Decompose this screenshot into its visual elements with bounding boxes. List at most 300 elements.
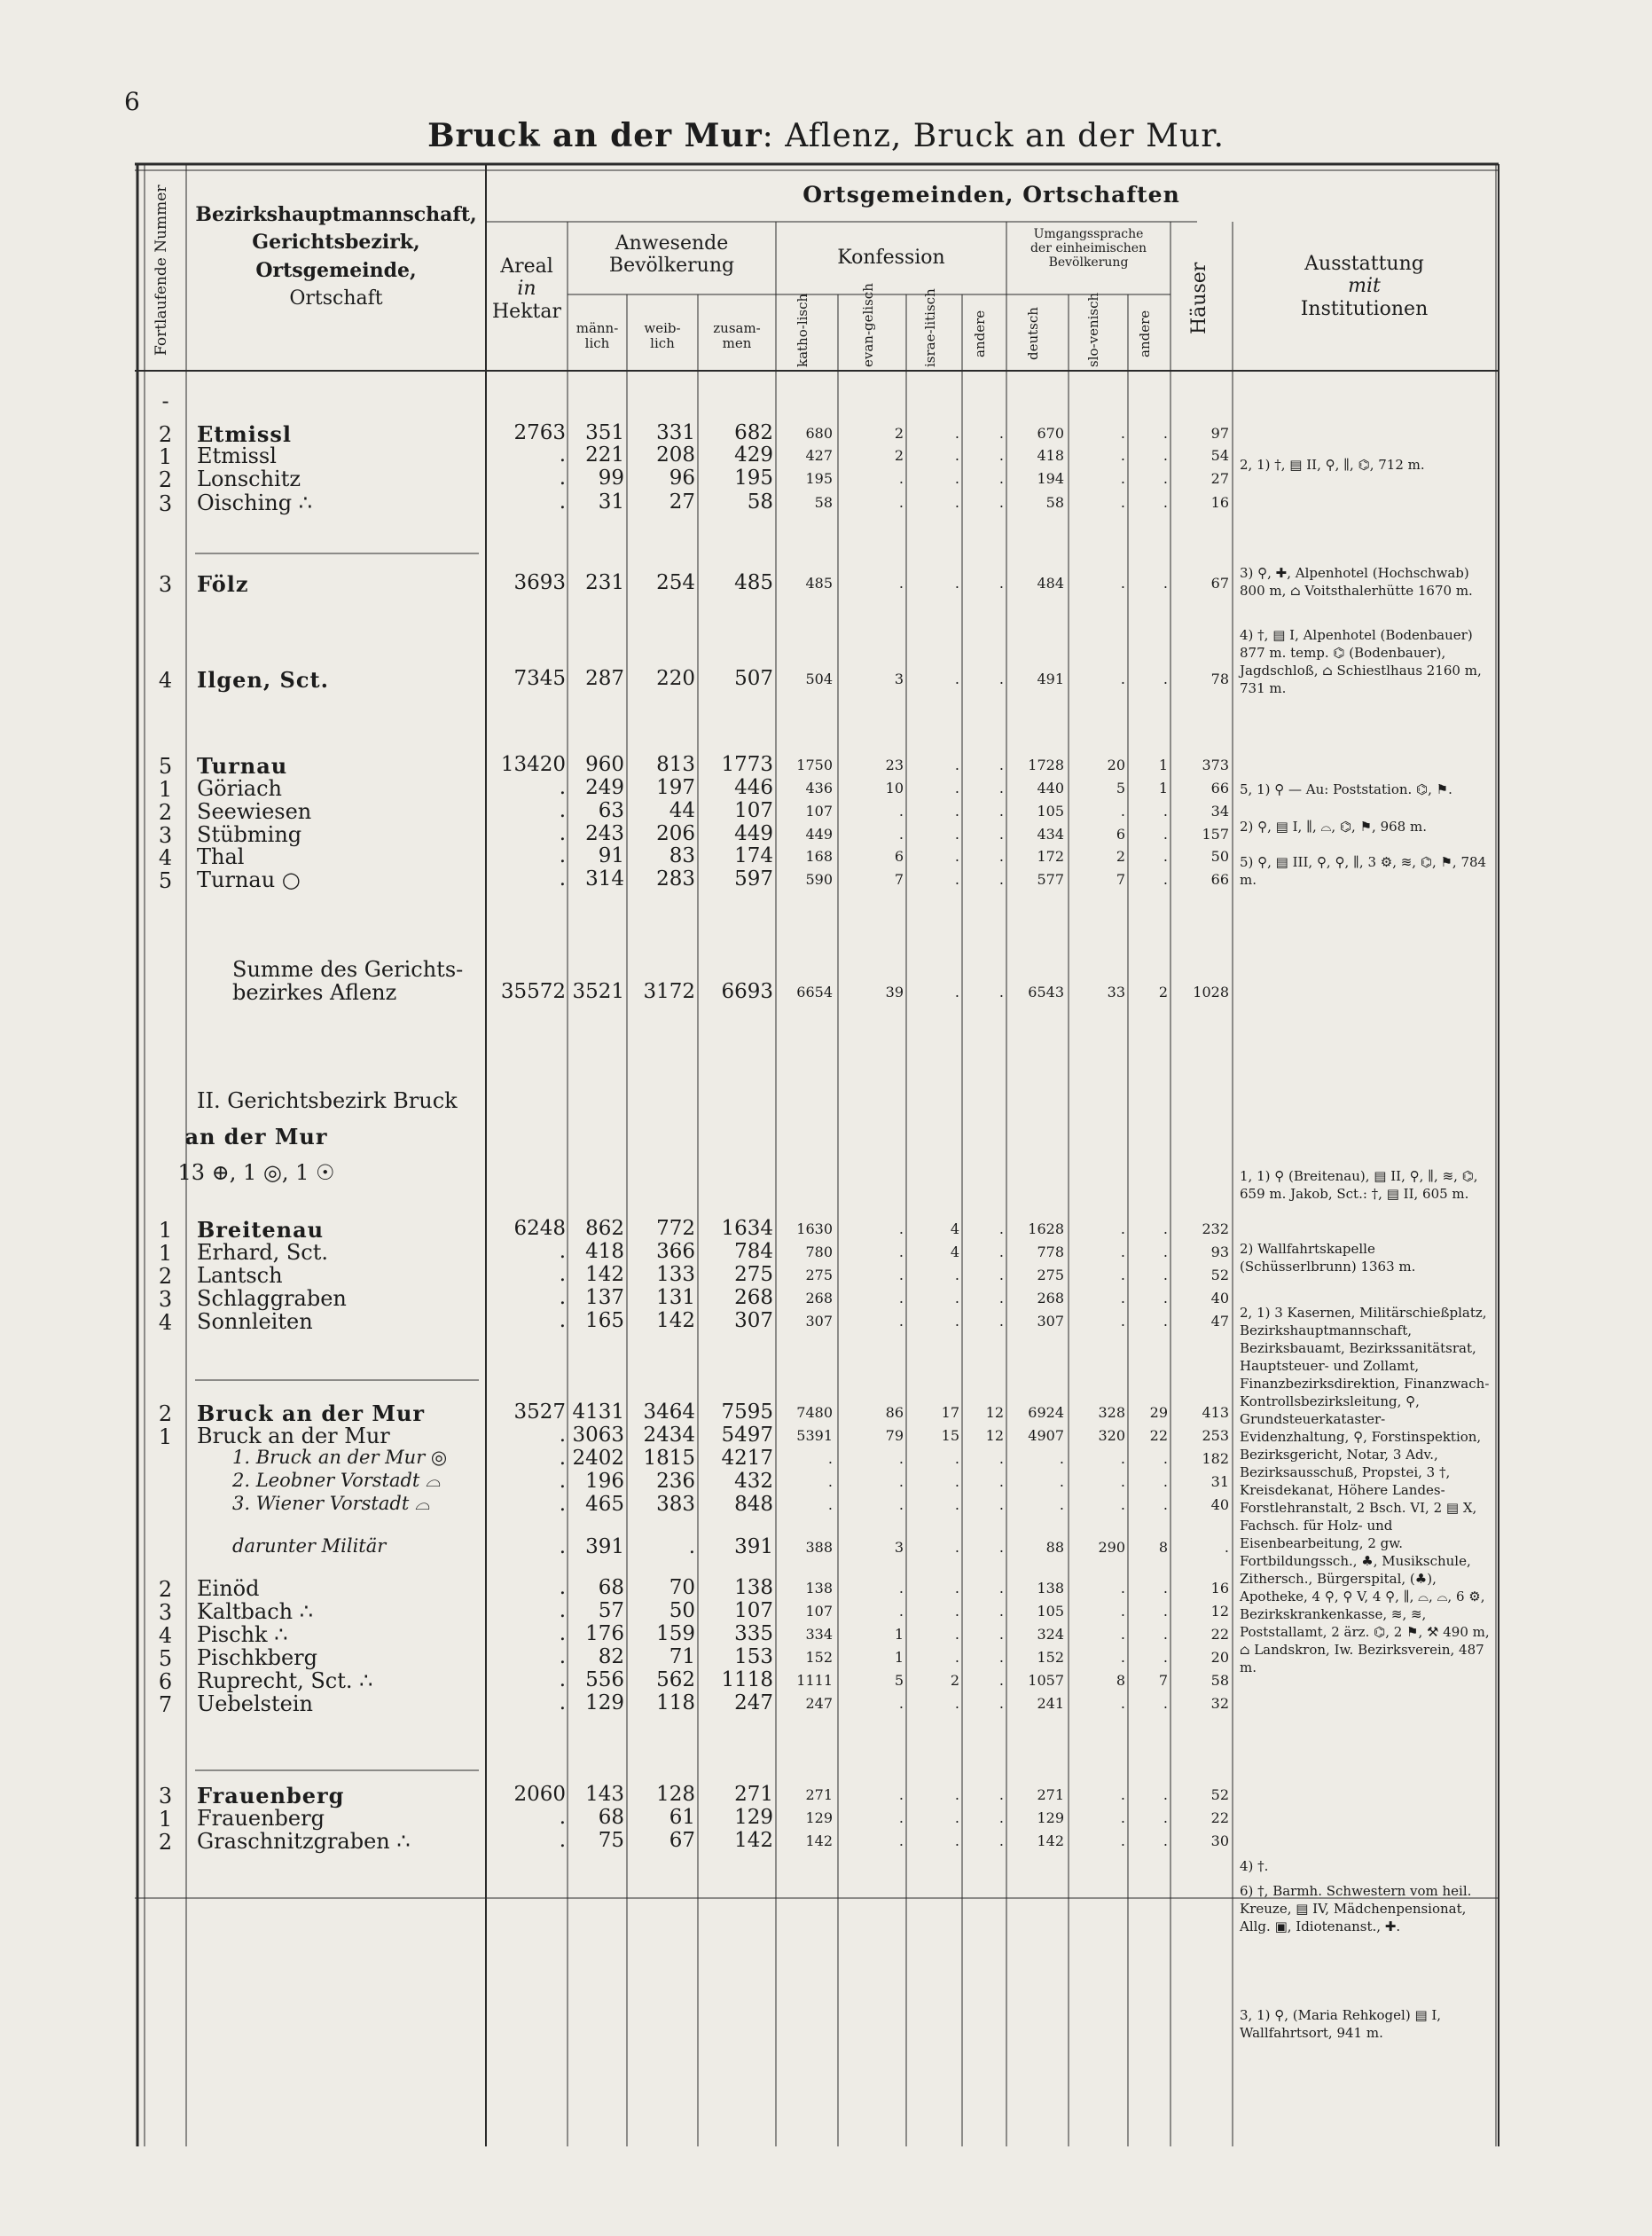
cell-isr: . [954,1626,959,1643]
cell-kath: 680 [805,425,833,442]
cell-and: . [998,780,1004,796]
cell-w: 383 [656,1493,695,1516]
row-index: - [161,388,169,413]
cell-isr: . [954,826,959,843]
row-name: Kaltbach ∴ [197,1599,314,1624]
cell-and2: . [1163,425,1168,442]
bezirk-line-3: Ortsgemeinde, [255,258,417,282]
cell-z: 432 [734,1470,773,1493]
cell-deu: 440 [1037,780,1064,796]
cell-z: 7595 [721,1400,773,1424]
cell-and: . [998,984,1004,1000]
cell-areal: . [559,1240,566,1263]
cell-h: 31 [1210,1473,1229,1490]
cell-h: 22 [1210,1626,1229,1643]
cell-and: . [998,1267,1004,1283]
row-index: 1 [158,1807,173,1832]
areal-line-2: in [517,278,536,301]
cell-z: 247 [734,1691,773,1714]
row-index: 3 [158,1600,173,1625]
cell-areal: . [559,776,566,799]
cell-deu: 58 [1045,494,1064,511]
cell-m: 91 [598,844,624,867]
cell-evan: . [898,470,904,487]
cell-h: 52 [1210,1267,1229,1283]
cell-deu: 6924 [1028,1404,1064,1421]
cell-z: 107 [734,799,773,822]
cell-and: . [998,1450,1004,1467]
cell-and: . [998,1220,1004,1237]
areal-line-3: Hektar [491,300,561,323]
cell-areal: . [559,1493,566,1516]
cell-and: . [998,1580,1004,1597]
cell-h: 27 [1210,470,1229,487]
row-index: 1 [158,777,173,802]
umgang-line-2: der einheimischen [1030,241,1147,256]
row-index: 1 [158,1241,173,1266]
row-name: Schlaggraben [197,1286,347,1311]
cell-areal: . [559,1691,566,1714]
cell-h: 182 [1202,1450,1229,1467]
cell-w: 44 [669,799,695,822]
ausstattung-line-1: Ausstattung [1304,253,1424,275]
cell-z: 138 [734,1576,773,1599]
row-name: Turnau ○ [197,867,301,892]
row-index: 2 [158,1830,173,1855]
row-index: 2 [158,1401,173,1426]
cell-h: 32 [1210,1695,1229,1712]
cell-and2: . [1163,1786,1168,1803]
cell-areal: . [559,1424,566,1447]
cell-z: 507 [734,667,773,690]
cell-z: 682 [734,421,773,444]
cell-h: 40 [1210,1496,1229,1513]
cell-and2: . [1163,1290,1168,1306]
col-header-haeuser: Häuser [1188,262,1210,334]
cell-and2: . [1163,848,1168,865]
cell-z: 275 [734,1263,773,1286]
cell-h: 157 [1202,826,1229,843]
cell-z: 597 [734,867,773,890]
cell-evan: 6 [894,848,904,865]
cell-areal: 13420 [500,753,566,776]
cell-m: 57 [598,1599,624,1622]
cell-m: 31 [598,490,624,514]
cell-m: 143 [585,1783,624,1806]
cell-isr: . [954,780,959,796]
institution-note: 4) †. [1240,1858,1269,1874]
cell-areal: . [559,467,566,490]
cell-and2: . [1163,1313,1168,1330]
cell-h: 22 [1210,1809,1229,1826]
cell-kath: 275 [805,1267,833,1283]
cell-isr: . [954,1695,959,1712]
cell-z: 1118 [721,1668,773,1691]
cell-and: . [998,1832,1004,1849]
cell-kath: 388 [805,1539,833,1556]
cell-kath: 138 [805,1580,833,1597]
cell-w: 366 [656,1240,695,1263]
cell-isr: . [954,1496,959,1513]
cell-kath: 485 [805,575,833,592]
cell-w: . [688,1535,695,1558]
cell-and2: 1 [1158,780,1168,796]
cell-slo: 6 [1116,826,1125,843]
weiblich-line-2: lich [650,335,675,352]
row-index: 4 [158,1623,173,1648]
cell-and: . [998,1809,1004,1826]
row-index: 6 [158,1669,173,1694]
row-name: Einöd [197,1576,260,1601]
cell-w: 61 [669,1806,695,1829]
cell-m: 63 [598,799,624,822]
institution-note: 2) ⚲, ▤ I, ∥, ⌓, ⌬, ⚑, 968 m. [1240,819,1427,835]
cell-slo: . [1120,1809,1125,1826]
cell-slo: 33 [1107,984,1125,1000]
cell-m: 176 [585,1622,624,1645]
cell-m: 75 [598,1829,624,1852]
cell-and2: . [1163,1603,1168,1620]
cell-areal: . [559,844,566,867]
page-number: 6 [124,87,140,116]
cell-isr: . [954,1473,959,1490]
cell-h: 66 [1210,780,1229,796]
cell-kath: 152 [805,1649,833,1666]
col-header-ortsgemeinden: Ortsgemeinden, Ortschaften [803,182,1180,208]
cell-evan: . [898,1267,904,1283]
row-index: 5 [158,754,173,779]
cell-isr: 4 [950,1244,959,1260]
cell-and: . [998,1603,1004,1620]
bevoelkerung-line-2: Bevölkerung [608,255,735,278]
cell-h: 93 [1210,1244,1229,1260]
cell-slo: 7 [1116,871,1125,888]
cell-slo: . [1120,1220,1125,1237]
cell-deu: 105 [1037,803,1064,820]
row-name: II. Gerichtsbezirk Bruck [197,1088,458,1113]
cell-and: . [998,1626,1004,1643]
cell-isr: 4 [950,1220,959,1237]
cell-areal: 2060 [513,1783,566,1806]
cell-isr: . [954,494,959,511]
cell-slo: . [1120,1267,1125,1283]
cell-w: 283 [656,867,695,890]
zusammen-line-2: men [722,335,752,352]
cell-isr: . [954,1603,959,1620]
cell-kath: . [827,1496,833,1513]
cell-evan: 3 [894,671,904,687]
cell-kath: . [827,1450,833,1467]
row-name: Lantsch [197,1263,283,1288]
cell-areal: . [559,443,566,467]
cell-z: 6693 [721,980,773,1003]
row-name: Thal [197,844,245,869]
row-name: 13 ⊕, 1 ◎, 1 ☉ [177,1160,335,1185]
cell-and2: . [1163,494,1168,511]
cell-deu: 268 [1037,1290,1064,1306]
cell-h: 58 [1210,1672,1229,1689]
cell-kath: 107 [805,803,833,820]
col-header-deutsch: deutsch [1025,307,1041,360]
cell-kath: 307 [805,1313,833,1330]
cell-and2: . [1163,803,1168,820]
cell-z: 446 [734,776,773,799]
cell-h: 20 [1210,1649,1229,1666]
cell-and2: . [1163,1244,1168,1260]
cell-slo: . [1120,1626,1125,1643]
row-name: Stübming [197,822,302,847]
cell-m: 314 [585,867,624,890]
cell-z: 1773 [721,753,773,776]
cell-z: 271 [734,1783,773,1806]
cell-slo: 2 [1116,848,1125,865]
cell-m: 3063 [572,1424,624,1447]
row-name: 1. Bruck an der Mur ◎ [232,1447,448,1468]
cell-isr: . [954,1649,959,1666]
cell-slo: . [1120,447,1125,464]
cell-evan: 1 [894,1649,904,1666]
col-header-bezirk [188,204,484,310]
cell-deu: 275 [1037,1267,1064,1283]
cell-kath: 129 [805,1809,833,1826]
cell-and: . [998,1496,1004,1513]
cell-areal: . [559,1829,566,1852]
cell-areal: . [559,867,566,890]
col-header-israelitisch: israe-litisch [922,288,938,367]
cell-deu: 324 [1037,1626,1064,1643]
cell-deu: 172 [1037,848,1064,865]
cell-slo: . [1120,1603,1125,1620]
cell-areal: 35572 [500,980,566,1003]
col-header-evangelisch: evan-gelisch [860,283,876,367]
cell-slo: . [1120,1313,1125,1330]
cell-and: . [998,1244,1004,1260]
row-index: 2 [158,467,173,492]
institution-note: 6) †, Barmh. Schwestern vom heil. Kreuze, ▤ IV, Mädchenpensionat, Allg. ▣, Idiotenanst., ✚. [1240,1883,1472,1934]
cell-h: 67 [1210,575,1229,592]
cell-isr: . [954,1450,959,1467]
row-index: 1 [158,1218,173,1243]
cell-slo: 328 [1098,1404,1125,1421]
cell-m: 556 [585,1668,624,1691]
cell-isr: . [954,1809,959,1826]
cell-and2: 22 [1149,1427,1168,1444]
cell-and: . [998,671,1004,687]
cell-slo: . [1120,1695,1125,1712]
cell-m: 68 [598,1806,624,1829]
cell-slo: 5 [1116,780,1125,796]
cell-deu: 138 [1037,1580,1064,1597]
row-name: darunter Militär [232,1535,387,1557]
cell-m: 960 [585,753,624,776]
cell-deu: 194 [1037,470,1064,487]
cell-isr: . [954,757,959,773]
bezirk-line-2: Gerichtsbezirk, [252,231,420,255]
cell-kath: 780 [805,1244,833,1260]
cell-kath: 1750 [796,757,833,773]
cell-and2: . [1163,1496,1168,1513]
cell-and2: . [1163,447,1168,464]
cell-slo: . [1120,1290,1125,1306]
cell-m: 82 [598,1645,624,1668]
cell-h: 97 [1210,425,1229,442]
cell-w: 159 [656,1622,695,1645]
row-name: Frauenberg [197,1806,325,1831]
cell-w: 142 [656,1309,695,1332]
cell-areal: . [559,1599,566,1622]
row-name: Summe des Gerichts- [232,957,464,982]
cell-isr: . [954,470,959,487]
cell-deu: 152 [1037,1649,1064,1666]
cell-evan: 5 [894,1672,904,1689]
cell-z: 307 [734,1309,773,1332]
cell-isr: . [954,803,959,820]
row-name: Oisching ∴ [197,490,312,515]
cell-deu: 105 [1037,1603,1064,1620]
cell-areal: . [559,1309,566,1332]
cell-w: 772 [656,1217,695,1240]
cell-areal: . [559,1286,566,1309]
umgang-line-3: Bevölkerung [1048,255,1129,271]
cell-areal: . [559,1263,566,1286]
cell-kath: 5391 [796,1427,833,1444]
row-name: Pischk ∴ [197,1622,288,1647]
cell-kath: 268 [805,1290,833,1306]
cell-and: . [998,1786,1004,1803]
cell-w: 562 [656,1668,695,1691]
cell-isr: . [954,1539,959,1556]
col-header-bevoelkerung [568,232,776,278]
cell-deu: 88 [1045,1539,1064,1556]
cell-kath: 427 [805,447,833,464]
cell-h: 40 [1210,1290,1229,1306]
cell-kath: 58 [814,494,833,511]
cell-and: . [998,470,1004,487]
cell-z: 429 [734,443,773,467]
institution-note: 2, 1) †, ▤ II, ⚲, ∥, ⌬, 712 m. [1240,457,1425,473]
cell-deu: 491 [1037,671,1064,687]
row-name: Etmissl [197,421,293,447]
col-header-maennlich [568,321,627,352]
row-index: 5 [158,868,173,893]
cell-kath: 195 [805,470,833,487]
bevoelkerung-line-1: Anwesende [615,232,729,255]
cell-m: 243 [585,822,624,845]
cell-evan: 1 [894,1626,904,1643]
ausstattung-line-3: Institutionen [1300,297,1429,320]
cell-areal: . [559,1806,566,1829]
row-index: 2 [158,1577,173,1602]
cell-h: 66 [1210,871,1229,888]
row-name: Turnau [197,753,288,779]
row-name: Pischkberg [197,1645,317,1670]
cell-slo: . [1120,1244,1125,1260]
areal-line-1: Areal [500,255,553,278]
cell-kath: 334 [805,1626,833,1643]
cell-kath: 107 [805,1603,833,1620]
cell-deu: 484 [1037,575,1064,592]
cell-and2: . [1163,1267,1168,1283]
cell-areal: . [559,1622,566,1645]
cell-evan: 3 [894,1539,904,1556]
cell-and: . [998,1695,1004,1712]
cell-evan: 39 [885,984,904,1000]
cell-slo: 320 [1098,1427,1125,1444]
cell-w: 197 [656,776,695,799]
cell-and2: . [1163,1649,1168,1666]
cell-kath: 271 [805,1786,833,1803]
cell-kath: 1111 [796,1672,833,1689]
col-header-ausstattung [1233,253,1496,320]
row-name: Graschnitzgraben ∴ [197,1829,411,1854]
cell-and: . [998,1313,1004,1330]
row-name: Uebelstein [197,1691,313,1716]
row-index: 2 [158,422,173,447]
row-name: Ilgen, Sct. [197,667,329,693]
cell-h: 12 [1210,1603,1229,1620]
cell-and2: . [1163,1626,1168,1643]
cell-kath: 436 [805,780,833,796]
cell-slo: . [1120,1649,1125,1666]
cell-kath: 449 [805,826,833,843]
cell-evan: . [898,1290,904,1306]
row-name: Breitenau [197,1217,325,1243]
cell-and: . [998,1290,1004,1306]
cell-isr: . [954,1290,959,1306]
cell-h: 34 [1210,803,1229,820]
cell-kath: 7480 [796,1404,833,1421]
cell-w: 128 [656,1783,695,1806]
cell-z: 268 [734,1286,773,1309]
row-name: 2. Leobner Vorstadt ⌓ [232,1470,441,1491]
cell-m: 287 [585,667,624,690]
row-index: 5 [158,1646,173,1671]
bezirk-line-1: Bezirkshauptmannschaft, [195,203,477,226]
cell-and: . [998,1649,1004,1666]
cell-areal: . [559,490,566,514]
cell-w: 3172 [643,980,695,1003]
cell-w: 71 [669,1645,695,1668]
cell-m: 221 [585,443,624,467]
cell-w: 70 [669,1576,695,1599]
cell-z: 195 [734,467,773,490]
cell-slo: . [1120,803,1125,820]
cell-m: 231 [585,571,624,594]
cell-isr: . [954,1580,959,1597]
col-header-fortlaufende-nummer: Fortlaufende Nummer [153,184,170,357]
cell-isr: 2 [950,1672,959,1689]
row-name: Bruck an der Mur [197,1424,390,1448]
cell-evan: . [898,1313,904,1330]
cell-kath: 1630 [796,1220,833,1237]
cell-and2: . [1163,826,1168,843]
cell-deu: 241 [1037,1695,1064,1712]
cell-deu: 129 [1037,1809,1064,1826]
cell-m: 129 [585,1691,624,1714]
cell-kath: 504 [805,671,833,687]
cell-evan: . [898,1496,904,1513]
cell-kath: . [827,1473,833,1490]
row-index: 4 [158,1310,173,1335]
cell-kath: 168 [805,848,833,865]
cell-and: . [998,757,1004,773]
cell-isr: 17 [941,1404,959,1421]
cell-evan: 10 [885,780,904,796]
cell-w: 220 [656,667,695,690]
cell-evan: 79 [885,1427,904,1444]
cell-kath: 6654 [796,984,833,1000]
cell-and2: . [1163,1473,1168,1490]
